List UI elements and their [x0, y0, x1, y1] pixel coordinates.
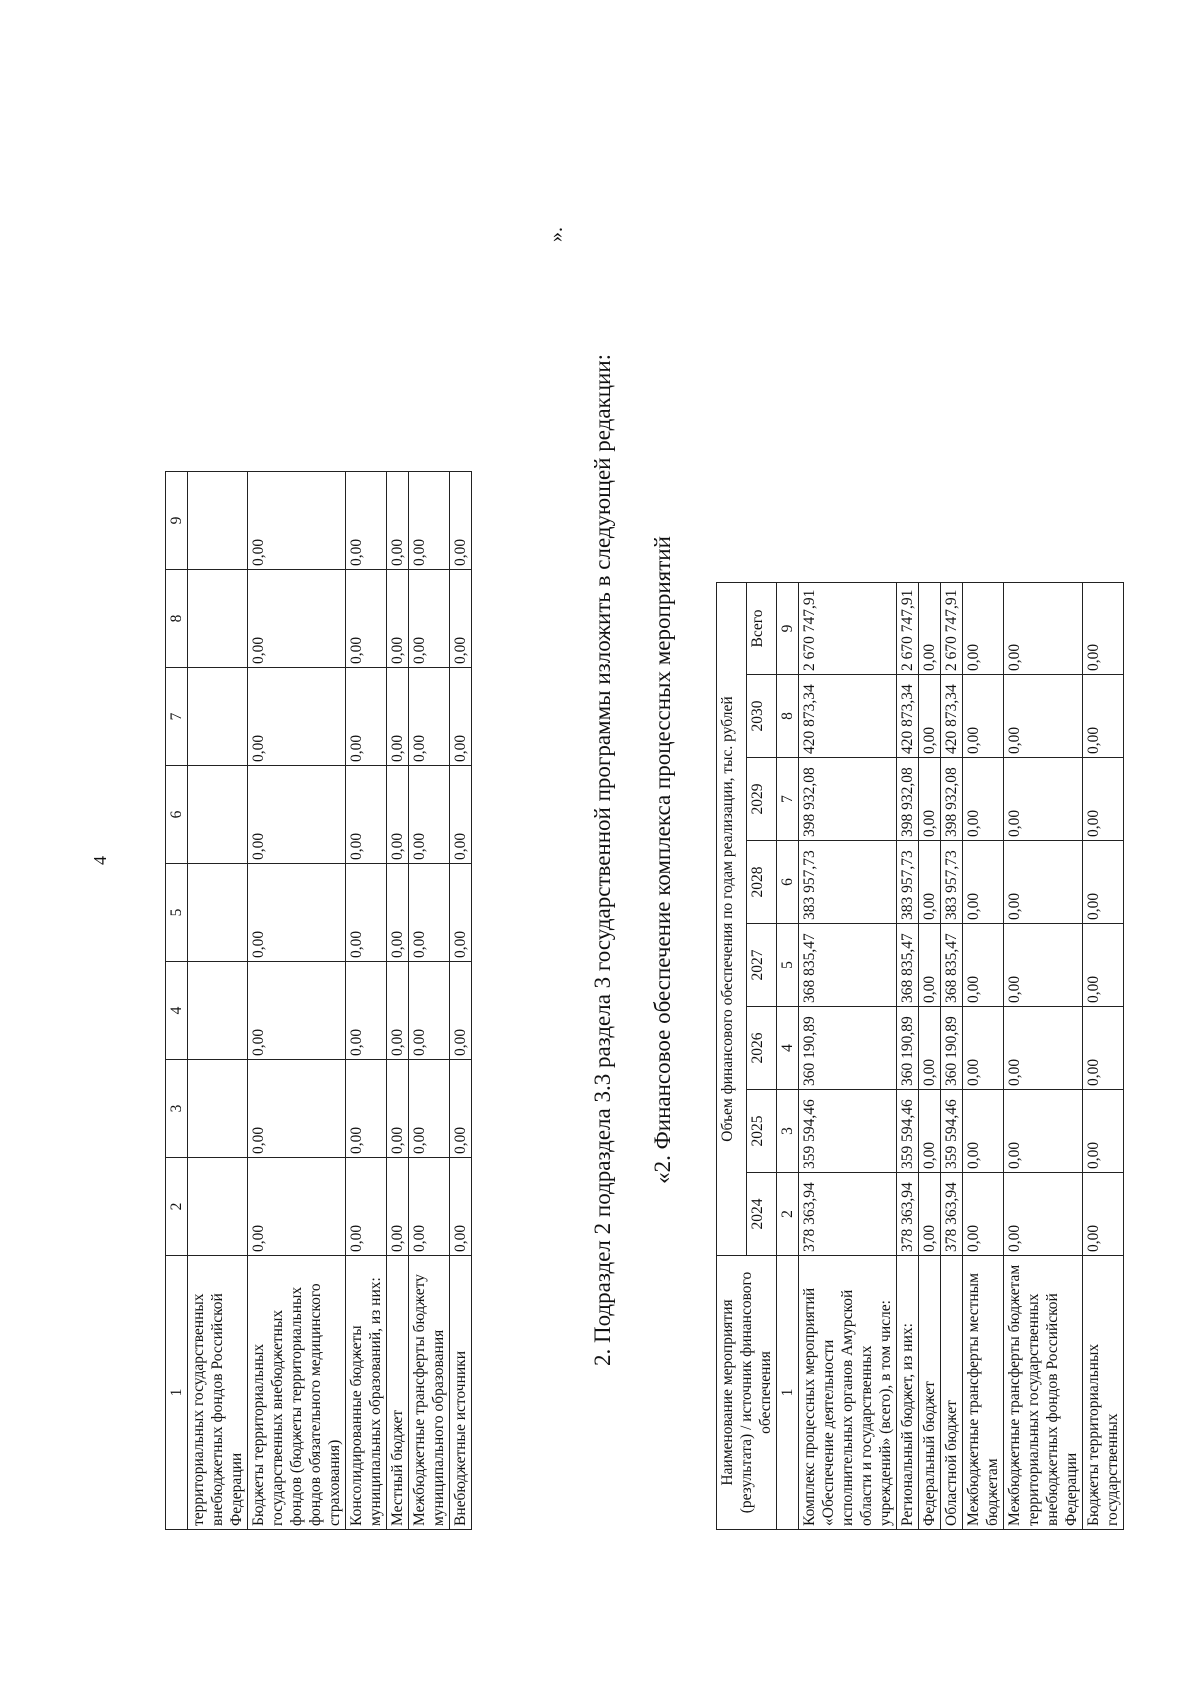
row-value: 0,00 [1004, 583, 1083, 675]
closing-quote: ». [545, 227, 567, 242]
year-header: 2024 [747, 1173, 777, 1256]
row-value: 0,00 [919, 841, 941, 924]
column-number: 7 [166, 668, 188, 766]
row-label: Региональный бюджет, из них: [897, 1256, 919, 1530]
row-value: 0,00 [346, 570, 387, 668]
row-value: 0,00 [450, 962, 472, 1060]
row-value: 0,00 [346, 766, 387, 864]
row-value: 0,00 [919, 583, 941, 675]
row-value: 0,00 [409, 570, 450, 668]
row-value: 0,00 [248, 962, 346, 1060]
row-value [188, 962, 248, 1060]
row-value: 0,00 [346, 962, 387, 1060]
row-value: 0,00 [963, 1173, 1004, 1256]
row-value: 0,00 [346, 1060, 387, 1158]
rotated-page-content [0, 60, 1140, 1660]
row-label: Бюджеты территориальных государственных [1083, 1256, 1124, 1530]
row-value: 0,00 [919, 1090, 941, 1173]
row-value [188, 864, 248, 962]
row-value: 0,00 [1004, 1090, 1083, 1173]
row-value: 378 363,94 [799, 1173, 897, 1256]
row-value: 0,00 [919, 1007, 941, 1090]
funding-table-continued [165, 471, 472, 1530]
row-label: Межбюджетные трансферты бюджетам территориальных государственных внебюджетных фондов Российской Федерации [1004, 1256, 1083, 1530]
year-header: 2025 [747, 1090, 777, 1173]
row-value: 0,00 [919, 675, 941, 758]
table-row [409, 472, 450, 1530]
row-value: 0,00 [248, 570, 346, 668]
row-value: 0,00 [409, 472, 450, 570]
row-value: 0,00 [387, 1060, 409, 1158]
page-number: 4 [90, 856, 110, 865]
column-number: 4 [777, 1007, 799, 1090]
row-value: 0,00 [1004, 758, 1083, 841]
year-header: 2027 [747, 924, 777, 1007]
year-header: 2030 [747, 675, 777, 758]
column-number: 8 [166, 570, 188, 668]
row-value: 0,00 [409, 766, 450, 864]
table-header-row [166, 472, 188, 1530]
row-value: 0,00 [409, 668, 450, 766]
row-value: 368 835,47 [897, 924, 919, 1007]
column-number: 3 [777, 1090, 799, 1173]
table-title: «2. Финансовое обеспечение комплекса процессных мероприятий [650, 536, 675, 1184]
row-label: Комплекс процессных мероприятий «Обеспечение деятельности исполнительных органов Амурской области и государственных учреждений» (всего), в том числе: [799, 1256, 897, 1530]
row-value: 0,00 [919, 758, 941, 841]
table-row [1083, 583, 1124, 1530]
row-value: 378 363,94 [897, 1173, 919, 1256]
column-number: 1 [166, 1256, 188, 1530]
row-value: 383 957,73 [897, 841, 919, 924]
row-value: 0,00 [963, 924, 1004, 1007]
row-value: 0,00 [1083, 675, 1124, 758]
row-value: 360 190,89 [897, 1007, 919, 1090]
section-heading: 2. Подраздел 2 подраздела 3.3 раздела 3 государственной программы изложить в следующей редакции: [590, 353, 615, 1367]
row-value [188, 1060, 248, 1158]
row-value: 0,00 [1083, 1173, 1124, 1256]
row-value: 0,00 [963, 583, 1004, 675]
row-value: 0,00 [387, 472, 409, 570]
table-row [897, 583, 919, 1530]
row-label: Внебюджетные источники [450, 1256, 472, 1530]
row-value: 0,00 [248, 864, 346, 962]
column-number: 6 [777, 841, 799, 924]
row-value: 0,00 [248, 766, 346, 864]
table-row [450, 472, 472, 1530]
row-label: территориальных государственных внебюджетных фондов Российской Федерации [188, 1256, 248, 1530]
row-label: Бюджеты территориальных государственных внебюджетных фондов (бюджеты территориальных фондов обязательного медицинского страхования) [248, 1256, 346, 1530]
row-value: 359 594,46 [941, 1090, 963, 1173]
row-value: 359 594,46 [897, 1090, 919, 1173]
row-value: 0,00 [963, 1007, 1004, 1090]
row-value: 0,00 [450, 668, 472, 766]
column-number: 9 [777, 583, 799, 675]
row-value: 0,00 [450, 472, 472, 570]
year-header: 2026 [747, 1007, 777, 1090]
row-value: 0,00 [1004, 841, 1083, 924]
column-number: 6 [166, 766, 188, 864]
year-header: 2028 [747, 841, 777, 924]
row-value: 0,00 [387, 1158, 409, 1256]
row-value: 2 670 747,91 [897, 583, 919, 675]
table-row [1004, 583, 1083, 1530]
row-value: 383 957,73 [799, 841, 897, 924]
column-number: 2 [777, 1173, 799, 1256]
row-value: 398 932,08 [799, 758, 897, 841]
column-number: 5 [166, 864, 188, 962]
column-number: 2 [166, 1158, 188, 1256]
row-value: 0,00 [409, 1158, 450, 1256]
row-value [188, 570, 248, 668]
row-value [188, 766, 248, 864]
row-value: 0,00 [248, 1158, 346, 1256]
table-row [387, 472, 409, 1530]
row-value: 0,00 [1083, 924, 1124, 1007]
row-value: 0,00 [409, 864, 450, 962]
row-value: 0,00 [387, 864, 409, 962]
row-value: 0,00 [346, 864, 387, 962]
row-label: Областной бюджет [941, 1256, 963, 1530]
row-label: Межбюджетные трансферты бюджету муниципального образования [409, 1256, 450, 1530]
table-row [188, 472, 248, 1530]
row-value [188, 668, 248, 766]
row-value: 398 932,08 [897, 758, 919, 841]
row-value: 420 873,34 [897, 675, 919, 758]
row-value: 0,00 [1083, 1090, 1124, 1173]
table-row [919, 583, 941, 1530]
row-value: 0,00 [1004, 1173, 1083, 1256]
row-value: 0,00 [346, 472, 387, 570]
row-value: 0,00 [1083, 1007, 1124, 1090]
row-value: 0,00 [387, 962, 409, 1060]
column-number: 4 [166, 962, 188, 1060]
row-value: 398 932,08 [941, 758, 963, 841]
row-value: 378 363,94 [941, 1173, 963, 1256]
column-number: 3 [166, 1060, 188, 1158]
row-label: Межбюджетные трансферты местным бюджетам [963, 1256, 1004, 1530]
table-header-numbers [777, 583, 799, 1530]
row-value: 0,00 [1083, 758, 1124, 841]
row-label: Местный бюджет [387, 1256, 409, 1530]
row-value: 0,00 [1004, 675, 1083, 758]
row-value: 0,00 [1004, 1007, 1083, 1090]
row-value: 0,00 [346, 668, 387, 766]
row-label: Федеральный бюджет [919, 1256, 941, 1530]
table-row [941, 583, 963, 1530]
column-number: 1 [777, 1256, 799, 1530]
row-value: 0,00 [387, 570, 409, 668]
table-row [963, 583, 1004, 1530]
row-value: 0,00 [387, 766, 409, 864]
column-header-name: Наименование мероприятия (результата) / источник финансового обеспечения [717, 1256, 777, 1530]
row-value: 360 190,89 [799, 1007, 897, 1090]
process-measures-funding-table [716, 582, 1124, 1530]
row-label: Консолидированные бюджеты муниципальных образований, из них: [346, 1256, 387, 1530]
row-value: 359 594,46 [799, 1090, 897, 1173]
row-value: 0,00 [450, 570, 472, 668]
column-number: 5 [777, 924, 799, 1007]
row-value: 0,00 [450, 1060, 472, 1158]
row-value: 0,00 [450, 766, 472, 864]
row-value: 0,00 [1083, 583, 1124, 675]
row-value: 368 835,47 [799, 924, 897, 1007]
table-row [248, 472, 346, 1530]
row-value: 0,00 [963, 758, 1004, 841]
row-value: 420 873,34 [941, 675, 963, 758]
row-value: 2 670 747,91 [941, 583, 963, 675]
row-value: 0,00 [409, 962, 450, 1060]
row-value: 0,00 [1083, 841, 1124, 924]
row-value: 360 190,89 [941, 1007, 963, 1090]
row-value: 0,00 [1004, 924, 1083, 1007]
year-header: Всего [747, 583, 777, 675]
column-header-volume: Объем финансового обеспечения по годам реализации, тыс. рублей [717, 583, 747, 1256]
row-value: 0,00 [248, 1060, 346, 1158]
column-number: 7 [777, 758, 799, 841]
row-value: 0,00 [450, 1158, 472, 1256]
year-header: 2029 [747, 758, 777, 841]
row-value: 0,00 [963, 1090, 1004, 1173]
table-row [799, 583, 897, 1530]
row-value: 0,00 [919, 1173, 941, 1256]
column-number: 8 [777, 675, 799, 758]
row-value: 0,00 [963, 841, 1004, 924]
row-value: 0,00 [346, 1158, 387, 1256]
table-row [346, 472, 387, 1530]
row-value: 0,00 [248, 668, 346, 766]
row-value [188, 472, 248, 570]
row-value: 2 670 747,91 [799, 583, 897, 675]
row-value: 368 835,47 [941, 924, 963, 1007]
row-value: 383 957,73 [941, 841, 963, 924]
table-header-row [717, 583, 747, 1530]
row-value: 0,00 [409, 1060, 450, 1158]
row-value: 420 873,34 [799, 675, 897, 758]
row-value: 0,00 [919, 924, 941, 1007]
row-value: 0,00 [450, 864, 472, 962]
row-value: 0,00 [963, 675, 1004, 758]
row-value: 0,00 [387, 668, 409, 766]
row-value: 0,00 [248, 472, 346, 570]
row-value [188, 1158, 248, 1256]
column-number: 9 [166, 472, 188, 570]
